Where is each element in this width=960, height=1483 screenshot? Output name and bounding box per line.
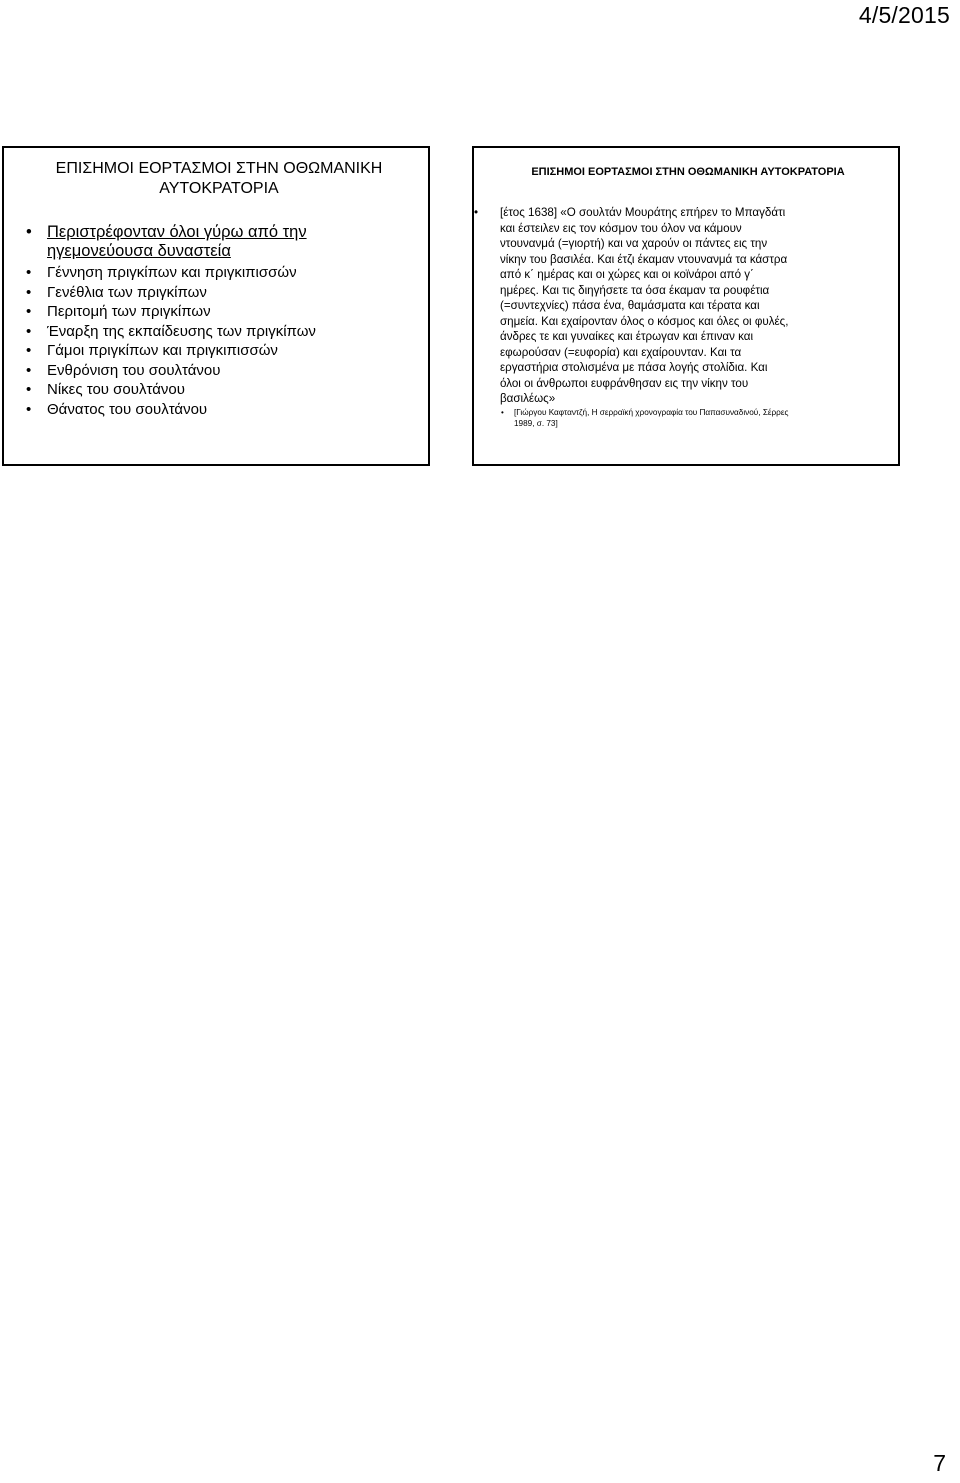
list-item <box>26 341 416 361</box>
lead-line-1: Περιστρέφονταν όλοι γύρω από την <box>47 223 307 241</box>
list-item-text: Νίκες του σουλτάνου <box>47 381 185 398</box>
slide-left-title <box>34 159 404 199</box>
list-item-text: Έναρξη της εκπαίδευσης των πριγκίπων <box>47 322 316 340</box>
source-line: [Γιώργου Καφταντζή, Η σερραϊκή χρονογραφία του Παπασυναδινού, Σέρρες <box>514 408 789 417</box>
page-number: 7 <box>933 1450 946 1476</box>
header-date: 4/5/2015 <box>858 2 950 28</box>
bullet-icon: • <box>26 322 32 340</box>
bullet-icon: • <box>26 342 32 359</box>
list-item <box>26 322 416 342</box>
quote-line: νίκην του βασιλέα. Και έτζι έκαμαν ντουνανμά τα κάστρα <box>500 252 788 266</box>
quote-line: βασιλέως» <box>500 392 556 405</box>
quote-line: και έστειλεν εις τον κόσμον του όλον να κάμουν <box>500 221 742 235</box>
list-item <box>26 283 416 303</box>
list-item <box>26 400 416 420</box>
list-item <box>26 361 416 381</box>
slide-left-title-line-1: ΕΠΙΣΗΜΟΙ ΕΟΡΤΑΣΜΟΙ ΣΤΗΝ ΟΘΩΜΑΝΙΚΗ <box>55 160 383 177</box>
quote-line: σημεία. Και εχαίρονταν όλος ο κόσμος και όλες οι φυλές, <box>500 314 789 328</box>
quote-line: εργαστήρια στολισμένα με πάσα λογής στολίδια. Και <box>500 361 768 374</box>
list-item <box>26 302 416 322</box>
list-item-text: Περιτομή των πριγκίπων <box>47 303 211 320</box>
list-item-text: Ενθρόνιση του σουλτάνου <box>47 361 221 379</box>
quote-line: εφωρούσαν (=ευφορία) και εχαίρουνταν. Και τα <box>500 345 742 359</box>
bullet-icon: • <box>26 381 32 398</box>
bullet-icon: • <box>501 408 504 417</box>
slide-right <box>472 146 900 466</box>
list-item-text: Γέννηση πριγκίπων και πριγκιπισσών <box>47 264 297 281</box>
slide-right-title: ΕΠΙΣΗΜΟΙ ΕΟΡΤΑΣΜΟΙ ΣΤΗΝ ΟΘΩΜΑΝΙΚΗ ΑΥΤΟΚΡΑΤΟΡΙΑ <box>531 166 845 178</box>
bullet-icon: • <box>26 223 32 241</box>
list-item-text: Θάνατος του σουλτάνου <box>47 400 208 418</box>
bullet-icon: • <box>474 206 479 219</box>
lead-list-item <box>26 223 416 261</box>
list-item <box>26 263 416 283</box>
bullet-icon: • <box>26 264 32 281</box>
quote-line: ντουνανμά (=γιορτή) και να χαρούν οι πάντες εις την <box>500 237 768 250</box>
quote-block <box>474 205 888 407</box>
list-item <box>26 380 416 400</box>
bullet-icon: • <box>26 361 32 379</box>
quote-line: (=συντεχνίες) πάσα ένα, θαμάσματα και τέρατα και <box>500 299 760 312</box>
quote-line: από κ΄ ημέρας και οι χώρες και οι κοϊνάροι από γ΄ <box>500 268 754 281</box>
bullet-icon: • <box>26 283 32 301</box>
quote-line: άνδρες τε και γυναίκες και έτρωγαν και έπιναν και <box>500 330 754 343</box>
slide-left-title-line-2: ΑΥΤΟΚΡΑΤΟΡΙΑ <box>159 180 279 197</box>
slide-left-bullet-list <box>26 223 416 419</box>
bullet-icon: • <box>26 400 32 418</box>
slide-left <box>2 146 430 466</box>
quote-line: ημέρες. Και τις διηγήσετε τα όσα έκαμαν τα ρουφέτια <box>500 283 770 297</box>
source-citation <box>501 407 888 429</box>
quote-line: [έτος 1638] «Ο σουλτάν Μουράτης επήρεν το Μπαγδάτι <box>500 206 786 219</box>
bullet-icon: • <box>26 303 32 320</box>
list-item-text: Γενέθλια των πριγκίπων <box>47 283 207 301</box>
source-line: 1989, σ. 73] <box>514 419 558 428</box>
quote-line: όλοι οι άνθρωποι ευφράνθησαν εις την νίκην του <box>500 376 749 390</box>
lead-line-2: ηγεμονεύουσα δυναστεία <box>47 242 231 260</box>
list-item-text: Γάμοι πριγκίπων και πριγκιπισσών <box>47 342 278 359</box>
